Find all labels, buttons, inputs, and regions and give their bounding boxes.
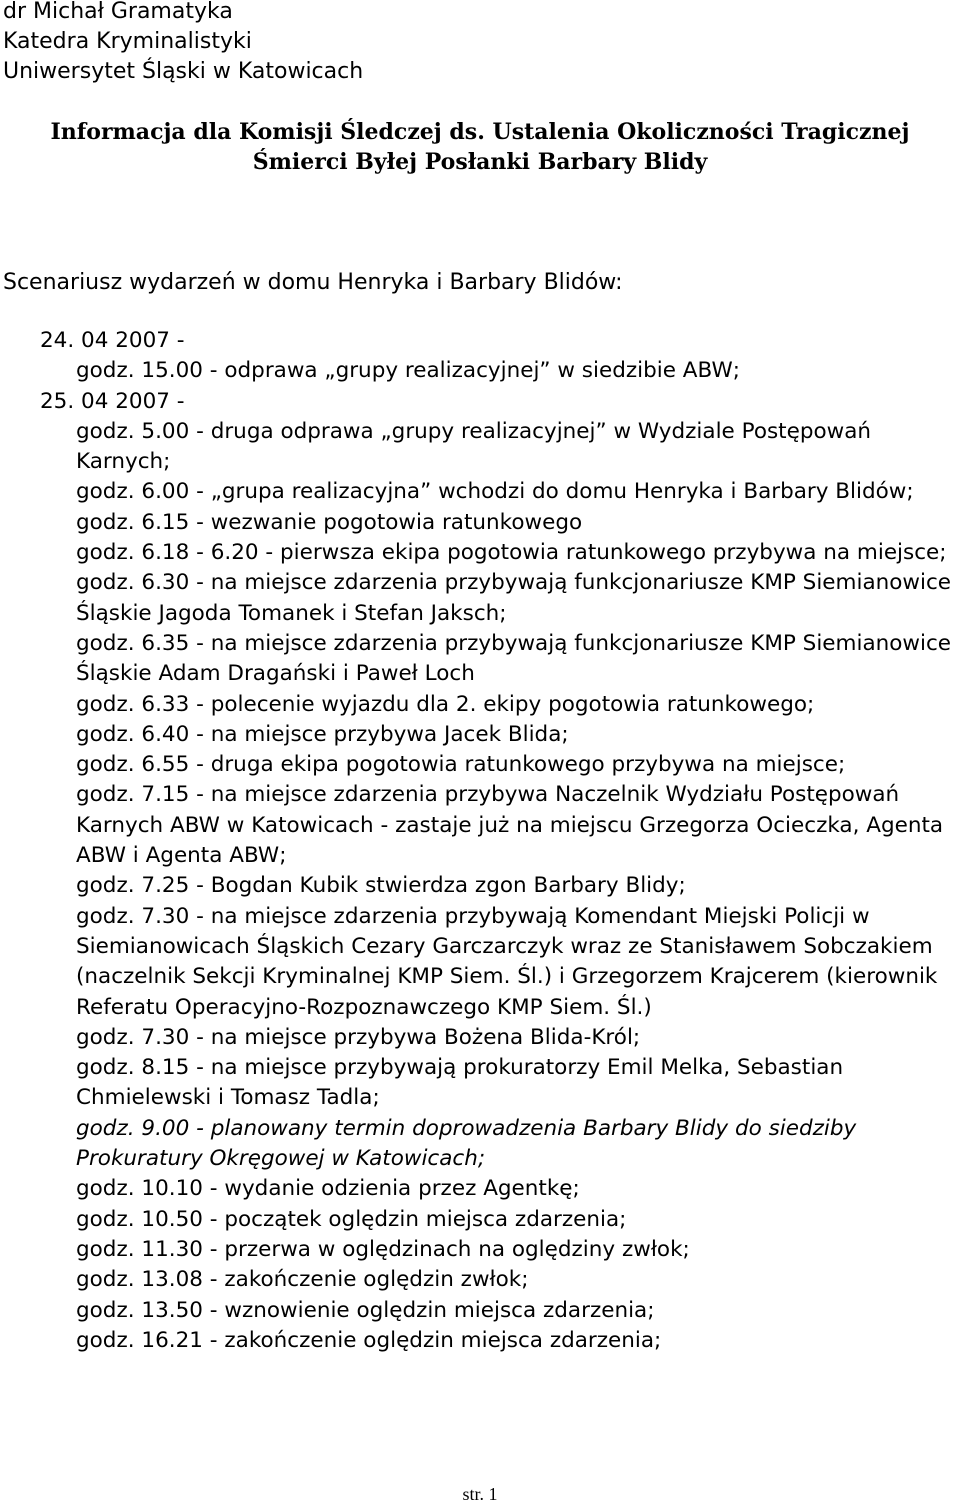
timeline-entry: godz. 6.00 - „grupa realizacyjna” wchodzi do domu Henryka i Barbary Blidów; (76, 479, 914, 505)
timeline-entry: godz. 6.33 - polecenie wyjazdu dla 2. ekipy pogotowia ratunkowego; (76, 691, 815, 717)
author-name: dr Michał Gramatyka (3, 0, 233, 24)
timeline-entry: godz. 6.15 - wezwanie pogotowia ratunkowego (76, 509, 583, 535)
timeline-entry: godz. 6.30 - na miejsce zdarzenia przybywają funkcjonariusze KMP Siemianowice Śląskie Jagoda Tomanek i Stefan Jaksch; (76, 570, 952, 626)
department-name: Katedra Kryminalistyki (3, 29, 252, 54)
timeline-entry: godz. 6.40 - na miejsce przybywa Jacek Blida; (76, 721, 569, 747)
timeline-entry: godz. 6.35 - na miejsce zdarzenia przybywają funkcjonariusze KMP Siemianowice Śląskie Adam Dragański i Paweł Loch (76, 630, 952, 687)
timeline-date: 25. 04 2007 - (40, 388, 185, 414)
timeline-entry: godz. 13.08 - zakończenie oględzin zwłok; (76, 1267, 529, 1293)
timeline-entry: godz. 10.10 - wydanie odzienia przez Agentkę; (76, 1176, 580, 1202)
document-title-line-1: Informacja dla Komisji Śledczej ds. Ustalenia Okoliczności Tragicznej (50, 119, 910, 145)
timeline-entry: godz. 10.50 - początek oględzin miejsca zdarzenia; (76, 1206, 627, 1232)
page-number: str. 1 (462, 1484, 498, 1504)
timeline-entry: godz. 9.00 - planowany termin doprowadzenia Barbary Blidy do siedziby Prokuratury Okręgowej w Katowicach; (76, 1115, 857, 1172)
timeline (0, 326, 960, 1356)
timeline-entry: godz. 7.15 - na miejsce zdarzenia przybywa Naczelnik Wydziału Postępowań Karnych ABW w Katowicach - zastaje już na miejscu Grzegorza Ocieczka, Agenta ABW i Agenta ABW; (76, 782, 944, 869)
university-name: Uniwersytet Śląski w Katowicach (3, 59, 364, 84)
timeline-date: 24. 04 2007 - (40, 328, 185, 353)
timeline-entry: godz. 7.25 - Bogdan Kubik stwierdza zgon Barbary Blidy; (76, 873, 686, 899)
timeline-entry: godz. 8.15 - na miejsce przybywają prokuratorzy Emil Melka, Sebastian Chmielewski i Tomasz Tadla; (76, 1055, 844, 1111)
timeline-entry: godz. 11.30 - przerwa w oględzinach na oględziny zwłok; (76, 1236, 690, 1262)
timeline-entry: godz. 7.30 - na miejsce przybywa Bożena Blida-Król; (76, 1024, 641, 1050)
document-title-line-2: Śmierci Byłej Posłanki Barbary Blidy (252, 149, 708, 175)
timeline-entry: godz. 13.50 - wznowienie oględzin miejsca zdarzenia; (76, 1297, 655, 1323)
timeline-entry: godz. 6.55 - druga ekipa pogotowia ratunkowego przybywa na miejsce; (76, 752, 846, 778)
timeline-entry: godz. 6.18 - 6.20 - pierwsza ekipa pogotowia ratunkowego przybywa na miejsce; (76, 540, 947, 566)
section-subtitle: Scenariusz wydarzeń w domu Henryka i Barbary Blidów: (3, 270, 623, 295)
timeline-entry: godz. 7.30 - na miejsce zdarzenia przybywają Komendant Miejski Policji w Siemianowicach Śląskich Cezary Garczarczyk wraz ze Stanisławem Sobczakiem (naczelnik Sekcji Kryminalnej KMP Siem. Śl.) i Grzegorzem Krajcerem (kierownik Referatu Operacyjno-Rozpoznawczego KMP Siem. Śl.) (76, 903, 938, 1020)
timeline-entry: godz. 15.00 - odprawa „grupy realizacyjnej” w siedzibie ABW; (76, 358, 740, 384)
timeline-entry: godz. 5.00 - druga odprawa „grupy realizacyjnej” w Wydziale Postępowań Karnych; (76, 418, 872, 475)
timeline-entry: godz. 16.21 - zakończenie oględzin miejsca zdarzenia; (76, 1327, 662, 1353)
